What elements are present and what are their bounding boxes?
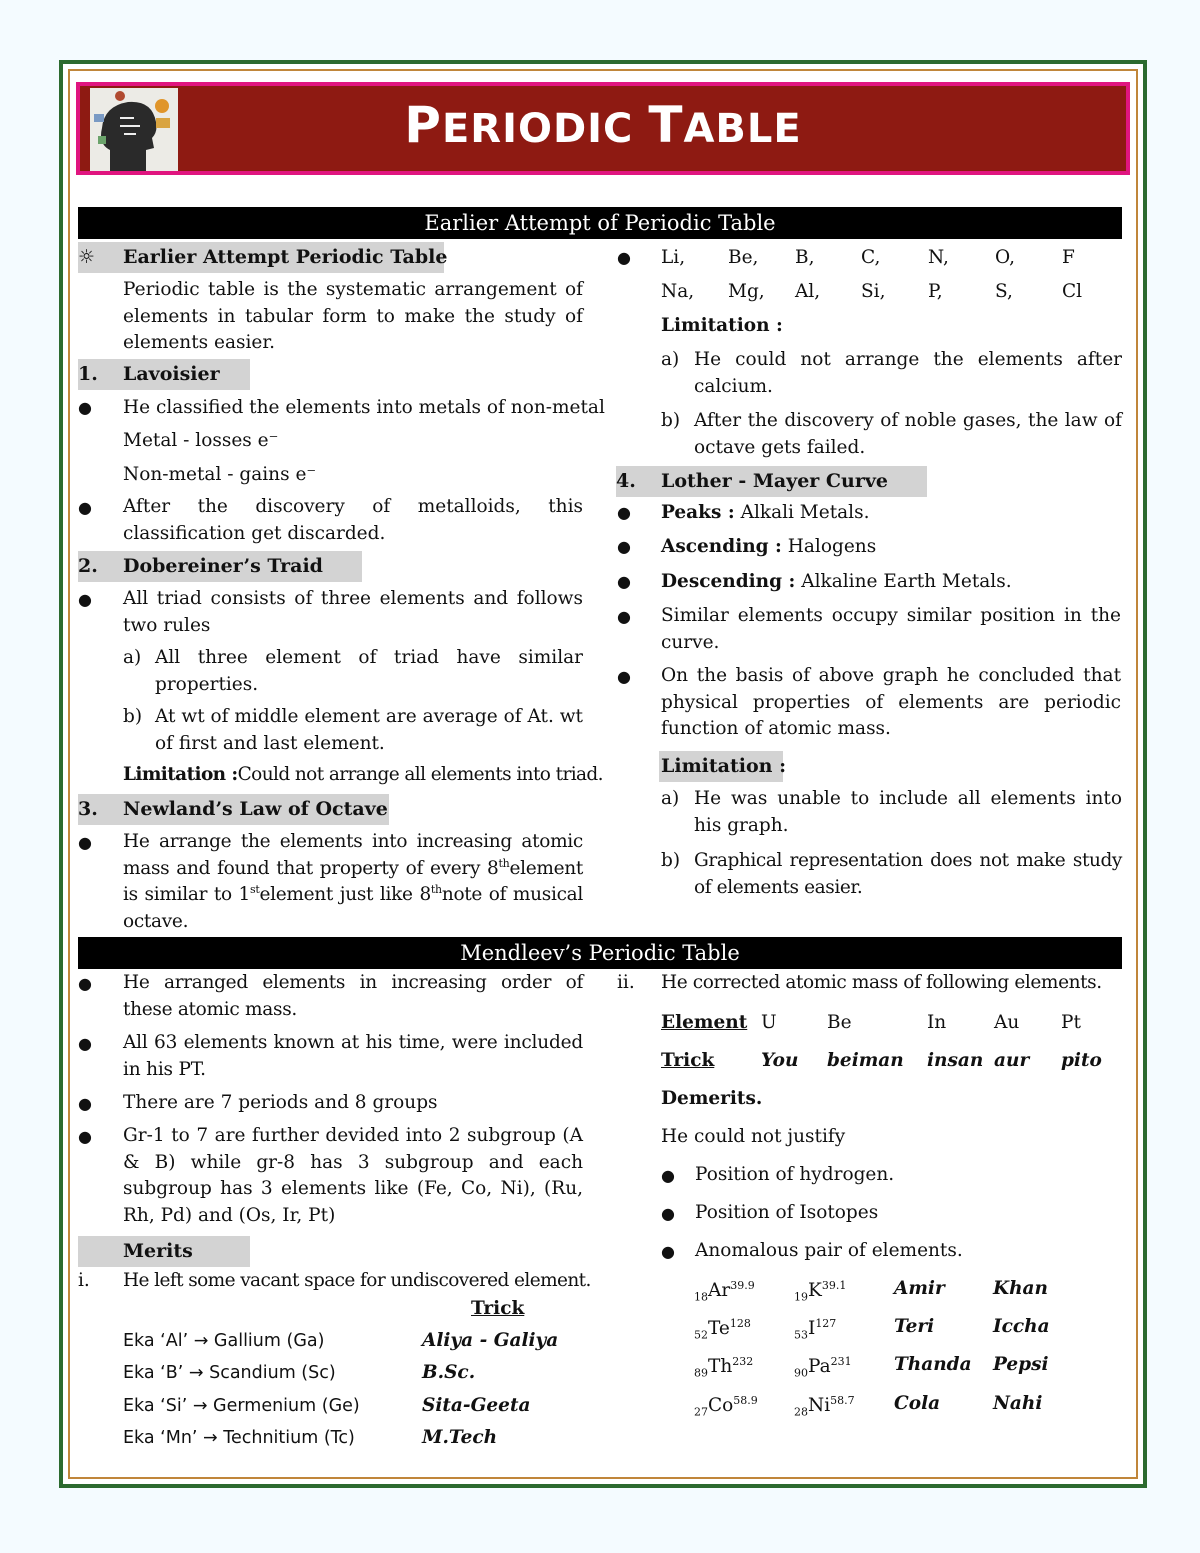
bullet-icon: ●	[617, 503, 631, 522]
bullet-icon: ●	[617, 248, 631, 267]
demerits-heading: Demerits.	[661, 1088, 763, 1109]
bullet-icon: ●	[78, 1127, 92, 1146]
dobereiner-rule-a: All three element of triad have similar properties.	[155, 647, 583, 695]
demerit-3: Anomalous pair of elements.	[695, 1240, 963, 1261]
not-justify-text: He could not justify	[661, 1126, 846, 1147]
lavoisier-point-2: After the discovery of metalloids, this classification get discarded.	[123, 496, 583, 544]
demerit-1: Position of hydrogen.	[695, 1164, 895, 1185]
newland-limitation-b: After the discovery of noble gases, the law of octave gets failed.	[694, 410, 1122, 458]
bullet-icon: ●	[661, 1204, 675, 1223]
newland-limitation-label: Limitation :	[661, 315, 783, 336]
mendleev-point-4: Gr-1 to 7 are further devided into 2 subgroup (A & B) while gr-8 has 3 subgroup and each subgroup has 3 elements like (Fe, Co, Ni), (Ru, Rh, Pd) and (Os, Ir, Pt)	[123, 1125, 583, 1226]
bullet-icon: ●	[617, 572, 631, 591]
ascending-text: Ascending : Halogens	[661, 536, 877, 557]
bullet-icon: ●	[78, 833, 92, 852]
section-header-earlier-attempt: Earlier Attempt of Periodic Table	[78, 207, 1122, 239]
bullet-icon: ●	[78, 398, 92, 417]
bullet-icon: ●	[617, 607, 631, 626]
heading-merits: Merits	[78, 1236, 250, 1267]
dobereiner-point-1: All triad consists of three elements and follows two rules	[123, 588, 583, 636]
bullet-icon: ●	[78, 1094, 92, 1113]
heading-lavoisier: 1. Lavoisier	[78, 359, 250, 390]
merit-point-1: He left some vacant space for undiscovered element.	[123, 1270, 591, 1291]
similar-position-text: Similar elements occupy similar position in the curve.	[661, 605, 1121, 653]
lavoisier-metal: Metal - losses e⁻	[123, 430, 279, 451]
title-banner	[76, 82, 1130, 175]
bullet-icon: ●	[78, 1034, 92, 1053]
star-icon: ☼	[78, 246, 96, 268]
mendleev-point-3: There are 7 periods and 8 groups	[123, 1092, 438, 1113]
bullet-icon: ●	[78, 590, 92, 609]
section-header-mendleev: Mendleev’s Periodic Table	[78, 937, 1122, 969]
lother-limitation-b: Graphical representation does not make study of elements easier.	[694, 850, 1122, 898]
dobereiner-rule-b: At wt of middle element are average of At. wt of first and last element.	[155, 706, 583, 754]
element-label: Element	[661, 1012, 748, 1033]
mendleev-point-1: He arranged elements in increasing order of these atomic mass.	[123, 972, 583, 1020]
demerit-2: Position of Isotopes	[695, 1202, 879, 1223]
heading-earlier-attempt: ☼ Earlier Attempt Periodic Table	[78, 242, 444, 273]
lother-limitation-a: He was unable to include all elements into his graph.	[694, 788, 1122, 836]
corrected-mass-text: He corrected atomic mass of following elements.	[661, 972, 1102, 993]
lavoisier-nonmetal: Non-metal - gains e⁻	[123, 464, 317, 485]
peaks-text: Peaks : Alkali Metals.	[661, 502, 870, 523]
heading-newland: 3. Newland’s Law of Octave	[78, 794, 389, 825]
page-title: PERIODIC TABLE	[404, 96, 802, 154]
mendleev-point-2: All 63 elements known at his time, were included in his PT.	[123, 1032, 583, 1080]
trick-label: Trick	[661, 1050, 715, 1071]
intro-paragraph: Periodic table is the systematic arrangement of elements in tabular form to make the study of elements easier.	[123, 279, 583, 353]
heading-dobereiner: 2. Dobereiner’s Traid	[78, 551, 362, 582]
descending-text: Descending : Alkaline Earth Metals.	[661, 571, 1012, 592]
bullet-icon: ●	[661, 1242, 675, 1261]
bullet-icon: ●	[661, 1166, 675, 1185]
heading-lother-mayer: 4. Lother - Mayer Curve	[616, 466, 927, 497]
lavoisier-point-1: He classified the elements into metals of non-metal	[123, 397, 605, 418]
newland-point: He arrange the elements into increasing atomic mass and found that property of every 8thelement is similar to 1stelement just like 8thnote of musical octave.	[123, 831, 584, 932]
newland-limitation-a: He could not arrange the elements after calcium.	[694, 349, 1122, 397]
lother-limitation-label: Limitation :	[659, 751, 783, 782]
merit-trick-label: Trick	[471, 1298, 525, 1319]
bullet-icon: ●	[617, 537, 631, 556]
conclusion-text: On the basis of above graph he concluded that physical properties of elements are periodic function of atomic mass.	[661, 665, 1121, 739]
dobereiner-limitation: Limitation :Could not arrange all elements into triad.	[123, 764, 603, 785]
bullet-icon: ●	[78, 974, 92, 993]
bullet-icon: ●	[78, 498, 92, 517]
bullet-icon: ●	[617, 667, 631, 686]
